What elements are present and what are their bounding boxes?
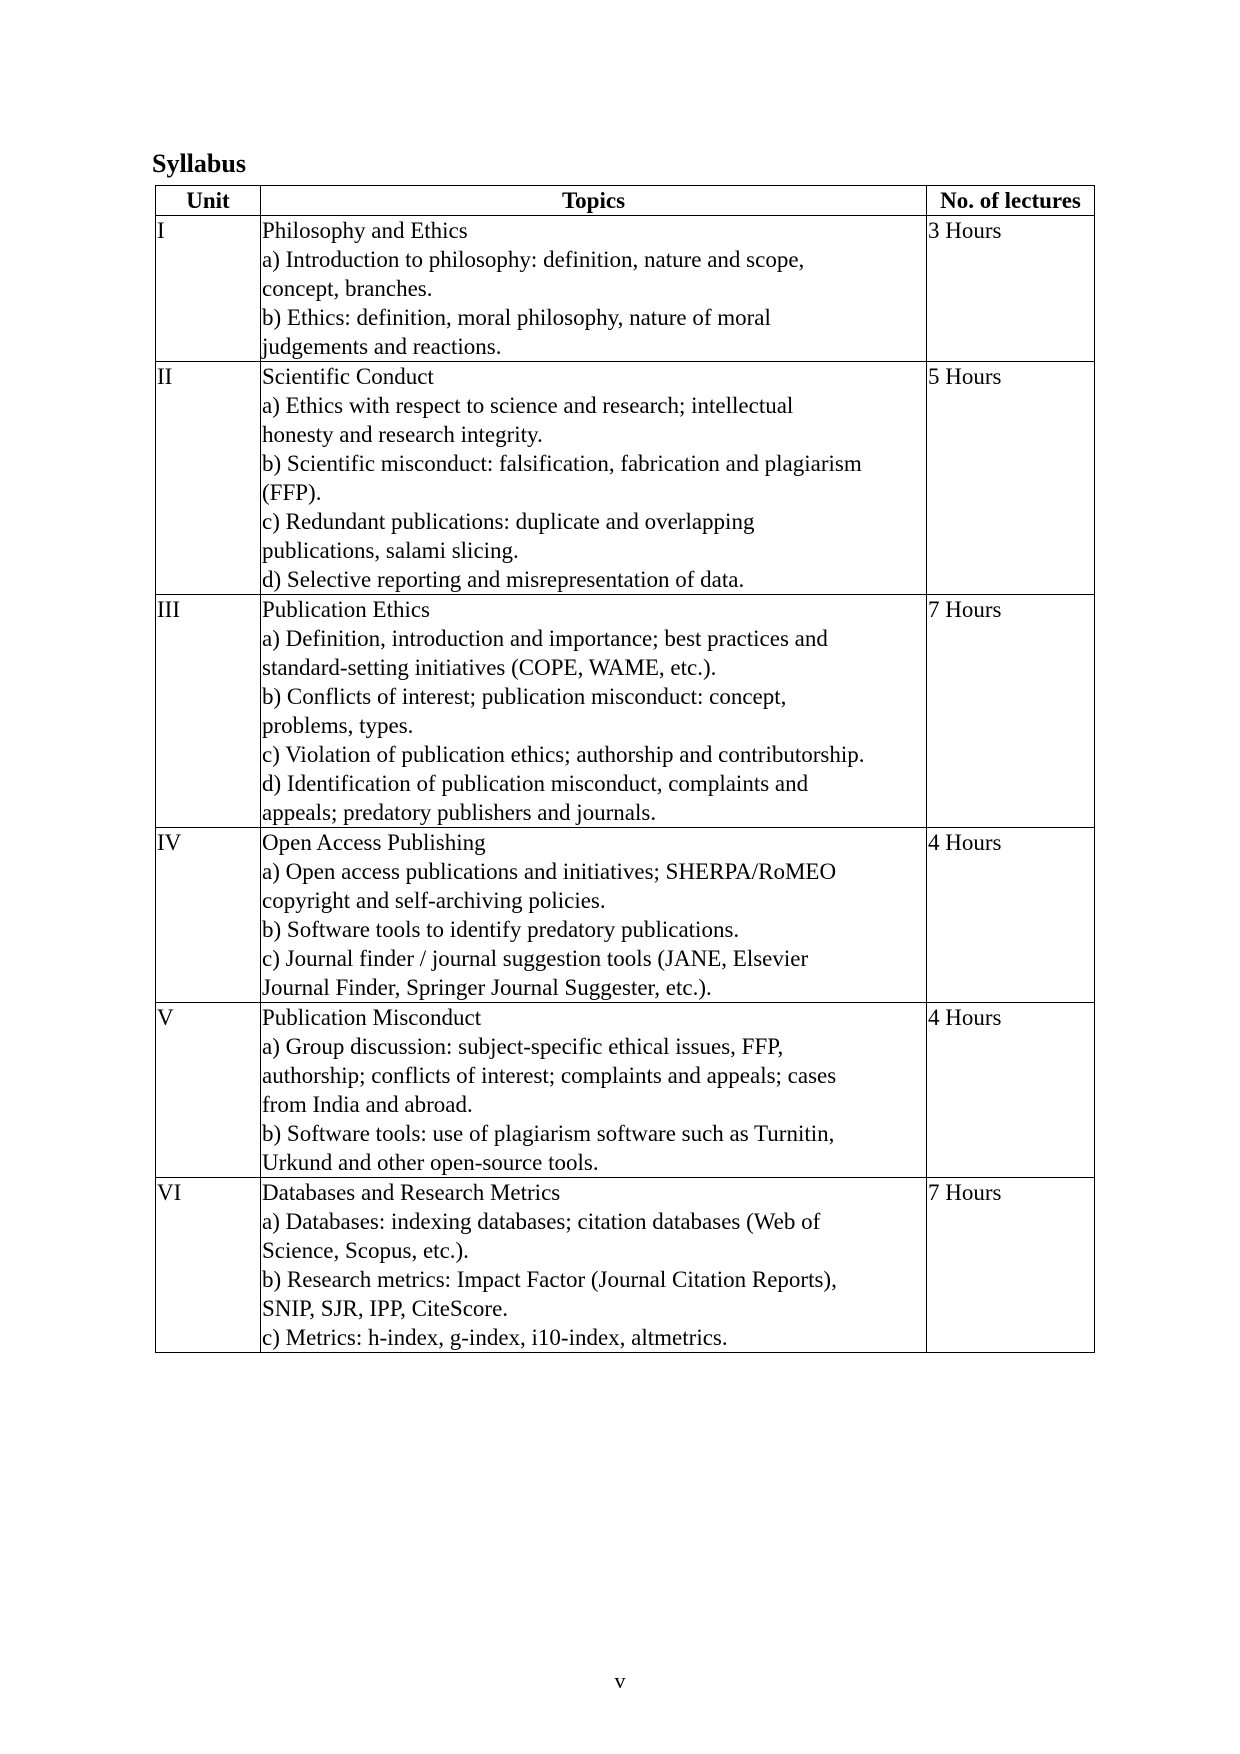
topic-line: copyright and self-archiving policies. (262, 888, 606, 913)
topic-line: Science, Scopus, etc.). (262, 1238, 469, 1263)
topic-line: from India and abroad. (262, 1092, 473, 1117)
topic-line: b) Software tools: use of plagiarism software such as Turnitin, (262, 1121, 835, 1146)
topic-line: honesty and research integrity. (262, 422, 543, 447)
topic-line: Journal Finder, Springer Journal Suggester, etc.). (262, 975, 712, 1000)
topics-cell (261, 595, 927, 828)
topic-line: problems, types. (262, 713, 414, 738)
topic-line: a) Open access publications and initiatives; SHERPA/RoMEO (262, 859, 837, 884)
unit-title: Databases and Research Metrics (262, 1180, 561, 1205)
topic-line: a) Databases: indexing databases; citation databases (Web of (262, 1209, 821, 1234)
topic-line: SNIP, SJR, IPP, CiteScore. (262, 1296, 509, 1321)
unit-cell: I (156, 216, 261, 362)
unit-title: Publication Ethics (262, 597, 431, 622)
topics-cell (261, 216, 927, 362)
topic-line: appeals; predatory publishers and journals. (262, 800, 657, 825)
topic-line: d) Identification of publication misconduct, complaints and (262, 771, 809, 796)
table-row (156, 216, 1095, 362)
topic-line: a) Group discussion: subject-specific ethical issues, FFP, (262, 1034, 784, 1059)
unit-cell: VI (156, 1178, 261, 1353)
table-row (156, 828, 1095, 1003)
table-row (156, 362, 1095, 595)
topic-line: concept, branches. (262, 276, 433, 301)
lectures-cell: 4 Hours (927, 828, 1095, 1003)
table-row (156, 1178, 1095, 1353)
topic-line: c) Redundant publications: duplicate and overlapping (262, 509, 755, 534)
topics-cell (261, 1178, 927, 1353)
topic-line: a) Definition, introduction and importance; best practices and (262, 626, 828, 651)
unit-title: Open Access Publishing (262, 830, 486, 855)
lectures-cell: 7 Hours (927, 595, 1095, 828)
topic-line: a) Ethics with respect to science and research; intellectual (262, 393, 794, 418)
column-header-topics: Topics (261, 186, 927, 216)
topic-line: d) Selective reporting and misrepresentation of data. (262, 567, 745, 592)
unit-title: Scientific Conduct (262, 364, 434, 389)
topics-cell (261, 1003, 927, 1178)
topic-line: b) Conflicts of interest; publication misconduct: concept, (262, 684, 787, 709)
unit-title: Philosophy and Ethics (262, 218, 468, 243)
topic-line: Urkund and other open-source tools. (262, 1150, 599, 1175)
unit-cell: III (156, 595, 261, 828)
topic-line: b) Research metrics: Impact Factor (Journal Citation Reports), (262, 1267, 837, 1292)
lectures-cell: 3 Hours (927, 216, 1095, 362)
lectures-cell: 7 Hours (927, 1178, 1095, 1353)
topic-line: (FFP). (262, 480, 322, 505)
topic-line: authorship; conflicts of interest; complaints and appeals; cases (262, 1063, 837, 1088)
table-body (156, 216, 1095, 1353)
topic-line: b) Scientific misconduct: falsification, fabrication and plagiarism (262, 451, 862, 476)
unit-cell: II (156, 362, 261, 595)
topic-line: standard-setting initiatives (COPE, WAME, etc.). (262, 655, 717, 680)
topic-line: b) Software tools to identify predatory publications. (262, 917, 740, 942)
lectures-cell: 5 Hours (927, 362, 1095, 595)
topic-line: publications, salami slicing. (262, 538, 519, 563)
syllabus-table (155, 185, 1095, 1353)
topic-line: c) Metrics: h-index, g-index, i10-index, altmetrics. (262, 1325, 728, 1350)
topic-line: judgements and reactions. (262, 334, 502, 359)
unit-title: Publication Misconduct (262, 1005, 482, 1030)
topic-line: c) Violation of publication ethics; authorship and contributorship. (262, 742, 865, 767)
topic-line: b) Ethics: definition, moral philosophy, nature of moral (262, 305, 771, 330)
lectures-cell: 4 Hours (927, 1003, 1095, 1178)
table-row (156, 595, 1095, 828)
topics-cell (261, 828, 927, 1003)
topic-line: a) Introduction to philosophy: definition, nature and scope, (262, 247, 805, 272)
table-row (156, 1003, 1095, 1178)
unit-cell: IV (156, 828, 261, 1003)
table-header-row (156, 186, 1095, 216)
column-header-unit: Unit (156, 186, 261, 216)
topics-cell (261, 362, 927, 595)
topic-line: c) Journal finder / journal suggestion tools (JANE, Elsevier (262, 946, 809, 971)
section-heading: Syllabus (152, 149, 246, 178)
unit-cell: V (156, 1003, 261, 1178)
page-number: v (614, 1668, 626, 1693)
column-header-lectures: No. of lectures (927, 186, 1095, 216)
